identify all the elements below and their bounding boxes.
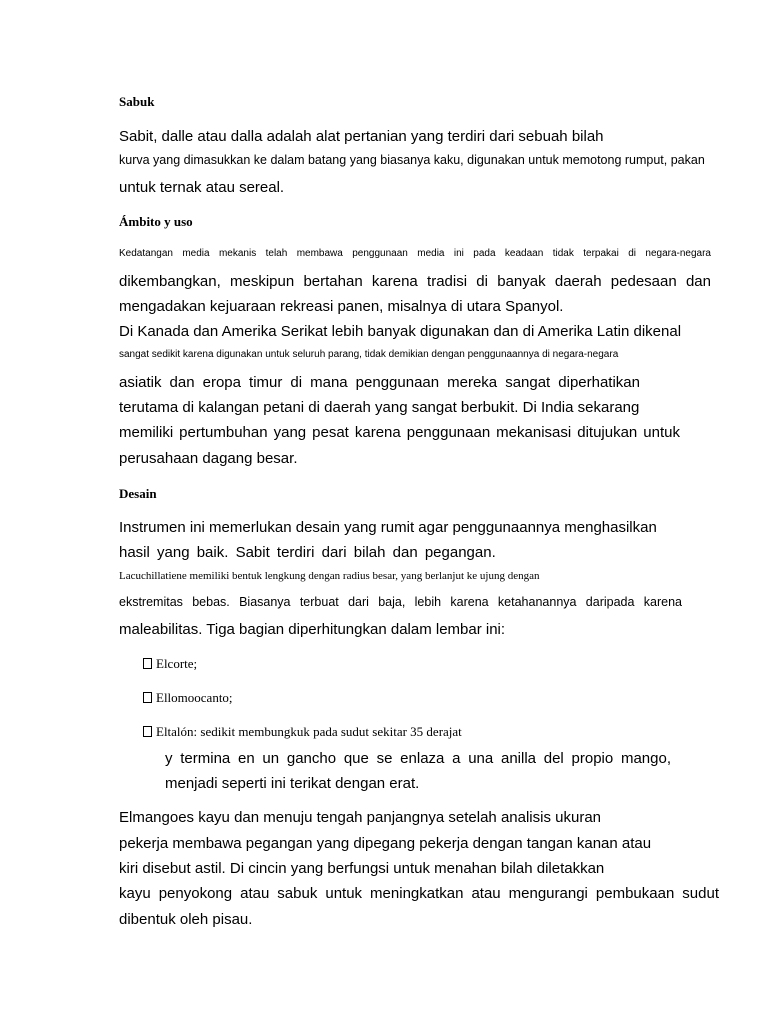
paragraph-line: Instrumen ini memerlukan desain yang rumit agar penggunaannya menghasilkan xyxy=(119,519,657,536)
bullet-continuation: menjadi seperti ini terikat dengan erat. xyxy=(165,775,420,792)
paragraph-line: kayu penyokong atau sabuk untuk meningkatkan atau mengurangi pembukaan sudut xyxy=(119,885,719,902)
bullet-item xyxy=(143,725,703,738)
bullet-continuation: y termina en un gancho que se enlaza a una anilla del propio mango, xyxy=(165,750,671,767)
bullet-text: Elcorte; xyxy=(156,656,198,671)
paragraph-line: kiri disebut astil. Di cincin yang berfungsi untuk menahan bilah diletakkan xyxy=(119,860,605,877)
heading-desain: Desain xyxy=(119,486,157,501)
paragraph-line: sangat sedikit karena digunakan untuk seluruh parang, tidak demikian dengan penggunaannya di negara-negara xyxy=(119,349,619,360)
bullet-box-icon xyxy=(143,692,152,703)
paragraph-line: dibentuk oleh pisau. xyxy=(119,911,253,928)
paragraph-line: asiatik dan eropa timur di mana penggunaan mereka sangat diperhatikan xyxy=(119,374,640,391)
paragraph-line: Di Kanada dan Amerika Serikat lebih banyak digunakan dan di Amerika Latin dikenal xyxy=(119,323,682,340)
paragraph-line: Sabit, dalle atau dalla adalah alat pertanian yang terdiri dari sebuah bilah xyxy=(119,128,604,145)
paragraph-line: terutama di kalangan petani di daerah yang sangat berbukit. Di India sekarang xyxy=(119,399,640,416)
bullet-box-icon xyxy=(143,658,152,669)
bullet-text: Ellomoocanto; xyxy=(156,690,233,705)
paragraph-line: pekerja membawa pegangan yang dipegang pekerja dengan tangan kanan atau xyxy=(119,835,652,852)
bullet-item xyxy=(143,657,703,670)
paragraph-line: dikembangkan, meskipun bertahan karena tradisi di banyak daerah pedesaan dan xyxy=(119,273,711,290)
paragraph-line: mengadakan kejuaraan rekreasi panen, misalnya di utara Spanyol. xyxy=(119,298,564,315)
heading-sabuk: Sabuk xyxy=(119,94,155,109)
heading-ambito-y-uso: Ámbito y uso xyxy=(119,214,193,229)
paragraph-line: Elmangoes kayu dan menuju tengah panjangnya setelah analisis ukuran xyxy=(119,809,601,826)
paragraph-line: hasil yang baik. Sabit terdiri dari bilah dan pegangan. xyxy=(119,544,496,561)
paragraph-line: untuk ternak atau sereal. xyxy=(119,179,285,196)
paragraph-line: kurva yang dimasukkan ke dalam batang yang biasanya kaku, digunakan untuk memotong rumput, pakan xyxy=(119,153,705,167)
bullet-box-icon xyxy=(143,726,152,737)
bullet-text: Eltalón: sedikit membungkuk pada sudut sekitar 35 derajat xyxy=(156,724,462,739)
paragraph-line: Lacuchillatiene memiliki bentuk lengkung dengan radius besar, yang berlanjut ke ujung dengan xyxy=(119,570,540,582)
bullet-item xyxy=(143,691,703,704)
paragraph-line: perusahaan dagang besar. xyxy=(119,450,298,467)
paragraph-line: memiliki pertumbuhan yang pesat karena penggunaan mekanisasi ditujukan untuk xyxy=(119,424,680,441)
paragraph-line: ekstremitas bebas. Biasanya terbuat dari baja, lebih karena ketahanannya daripada karena xyxy=(119,595,682,609)
paragraph-line: Kedatangan media mekanis telah membawa penggunaan media ini pada keadaan tidak terpakai di negara-negara xyxy=(119,248,711,259)
paragraph-line: maleabilitas. Tiga bagian diperhitungkan dalam lembar ini: xyxy=(119,621,506,638)
